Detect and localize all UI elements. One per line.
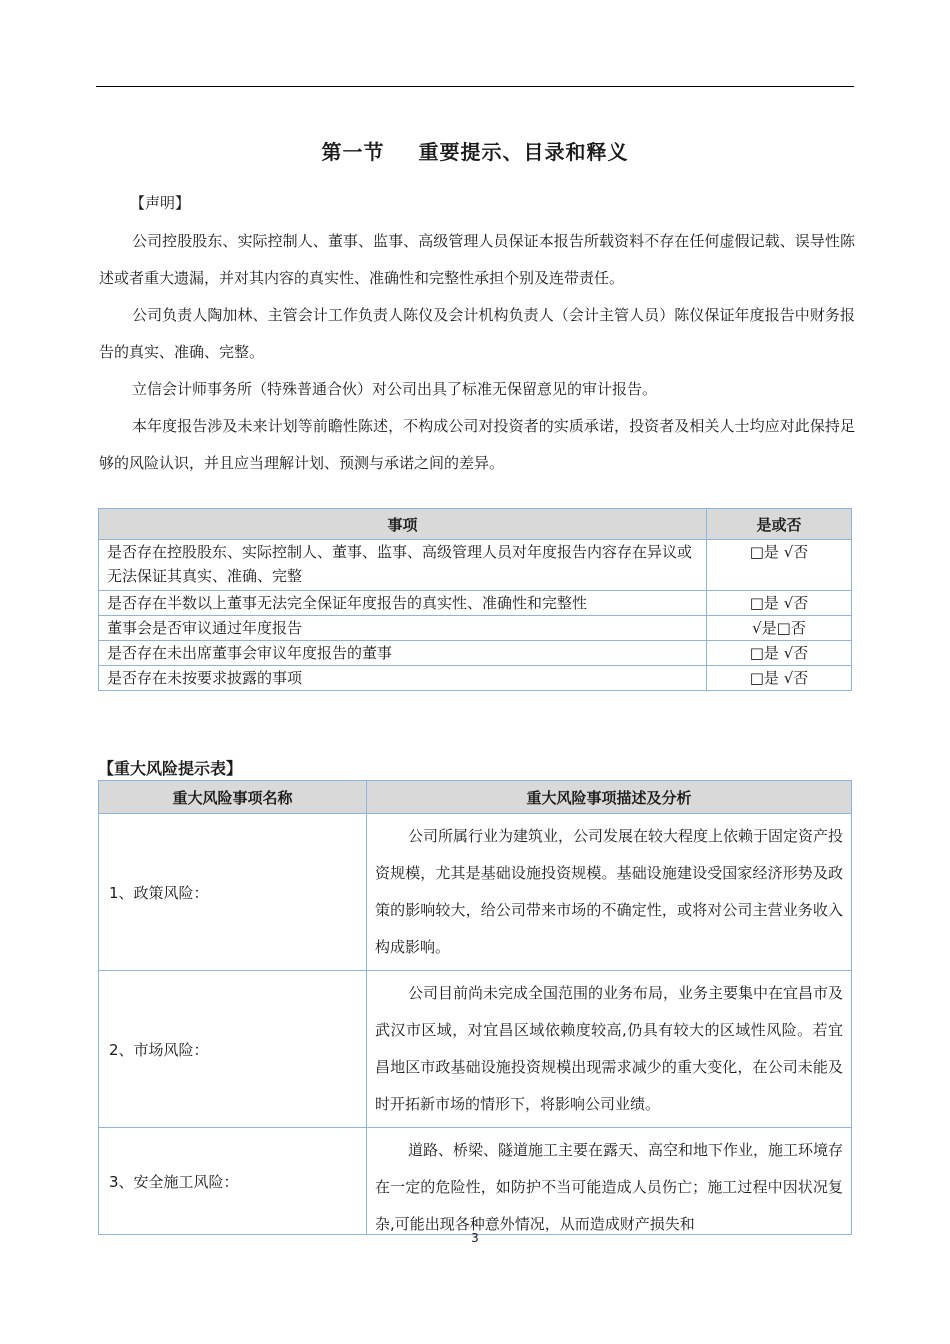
matter-answer: □是 √否 [707, 540, 852, 591]
header-rule [96, 86, 854, 87]
declaration-paragraph: 公司负责人陶加林、主管会计工作负责人陈仪及会计机构负责人（会计主管人员）陈仪保证年度报告中财务报告的真实、准确、完整。 [99, 306, 855, 361]
matter-item: 是否存在半数以上董事无法完全保证年度报告的真实性、准确性和完整性 [99, 591, 707, 616]
table-row [99, 971, 852, 1128]
section-number: 第一节 [321, 140, 385, 164]
table-row [99, 616, 852, 641]
risk-name: 1、政策风险： [99, 814, 367, 971]
column-header-item: 事项 [99, 509, 707, 540]
risk-description: 公司所属行业为建筑业，公司发展在较大程度上依赖于固定资产投资规模，尤其是基础设施投资规模。基础设施建设受国家经济形势及政策的影响较大，给公司带来市场的不确定性，或将对公司主营业务收入构成影响。 [367, 814, 852, 971]
column-header-answer: 是或否 [707, 509, 852, 540]
table-row [99, 1128, 852, 1235]
matter-item: 是否存在未出席董事会审议年度报告的董事 [99, 641, 707, 666]
matter-answer: □是 √否 [707, 591, 852, 616]
matter-item: 是否存在控股股东、实际控制人、董事、监事、高级管理人员对年度报告内容存在异议或无法保证其真实、准确、完整 [99, 540, 707, 591]
table-row [99, 641, 852, 666]
table-row [99, 591, 852, 616]
section-heading: 重要提示、目录和释义 [418, 140, 629, 164]
declaration-paragraph: 公司控股股东、实际控制人、董事、监事、高级管理人员保证本报告所载资料不存在任何虚假记载、误导性陈述或者重大遗漏，并对其内容的真实性、准确性和完整性承担个别及连带责任。 [99, 232, 855, 287]
risk-description: 公司目前尚未完成全国范围的业务布局，业务主要集中在宜昌市及武汉市区域，对宜昌区域依赖度较高,仍具有较大的区域性风险。若宜昌地区市政基础设施投资规模出现需求减少的重大变化，在公司未能及时开拓新市场的情形下，将影响公司业绩。 [367, 971, 852, 1128]
declaration-label: 【声明】 [130, 194, 191, 212]
matter-item: 董事会是否审议通过年度报告 [99, 616, 707, 641]
matter-answer: □是 √否 [707, 666, 852, 691]
table-row [99, 666, 852, 691]
table-row [99, 540, 852, 591]
risk-description: 道路、桥梁、隧道施工主要在露天、高空和地下作业，施工环境存在一定的危险性，如防护不当可能造成人员伤亡；施工过程中因状况复杂,可能出现各种意外情况，从而造成财产损失和 [375, 1141, 843, 1233]
table-row [99, 814, 852, 971]
table-header-row [99, 509, 852, 540]
matters-table [98, 508, 852, 691]
page-number: 3 [471, 1231, 479, 1245]
column-header-risk-desc: 重大风险事项描述及分析 [367, 781, 852, 814]
risk-table [98, 780, 852, 1235]
table-header-row [99, 781, 852, 814]
risk-table-title: 【重大风险提示表】 [98, 759, 243, 778]
matter-item: 是否存在未按要求披露的事项 [99, 666, 707, 691]
section-title [0, 136, 950, 165]
risk-name: 2、市场风险： [99, 971, 367, 1128]
declaration-paragraph: 本年度报告涉及未来计划等前瞻性陈述，不构成公司对投资者的实质承诺，投资者及相关人士均应对此保持足够的风险认识，并且应当理解计划、预测与承诺之间的差异。 [99, 417, 855, 472]
risk-description-cell [367, 1128, 852, 1235]
risk-name: 3、安全施工风险： [99, 1128, 367, 1235]
matter-answer: □是 √否 [707, 641, 852, 666]
matter-answer: √是□否 [707, 616, 852, 641]
column-header-risk-name: 重大风险事项名称 [99, 781, 367, 814]
declaration-paragraph: 立信会计师事务所（特殊普通合伙）对公司出具了标准无保留意见的审计报告。 [132, 380, 658, 398]
